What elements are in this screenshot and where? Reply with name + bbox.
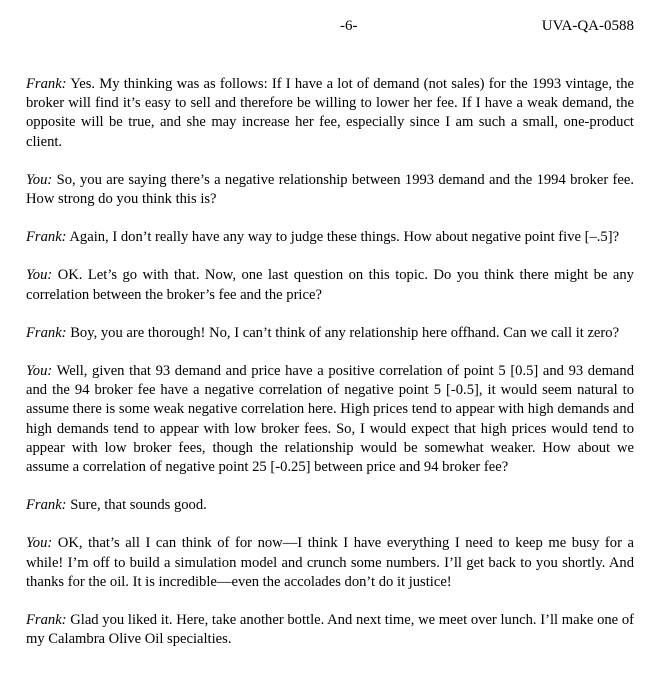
- dialogue-paragraph: [26, 324, 634, 343]
- speaker-label: You:: [26, 171, 53, 188]
- dialogue-paragraph: [26, 611, 634, 649]
- dialogue-text: So, you are saying there’s a negative relationship between 1993 demand and the 1994 broker fee. How strong do you think this is?: [26, 171, 634, 208]
- dialogue-text: Again, I don’t really have any way to judge these things. How about negative point five [–.5]?: [69, 229, 620, 246]
- speaker-label: Frank:: [26, 76, 67, 92]
- dialogue-text: Yes. My thinking was as follows: If I have a lot of demand (not sales) for the 1993 vintage, the broker will find it’s easy to sell and therefore be willing to lower her fee. If I have a weak demand, the opposite will be true, and she may increase her fee, especially since I am such a small, one-product client.: [26, 76, 634, 150]
- dialogue-paragraph: [26, 266, 634, 304]
- dialogue-paragraph: [26, 171, 634, 209]
- dialogue-text: Boy, you are thorough! No, I can’t think of any relationship here offhand. Can we call it zero?: [70, 324, 620, 341]
- dialogue-paragraph: [26, 362, 634, 477]
- speaker-label: Frank:: [26, 229, 67, 246]
- page-number: -6-: [340, 18, 358, 34]
- speaker-label: You:: [26, 267, 53, 284]
- dialogue-text: Well, given that 93 demand and price have a positive correlation of point 5 [0.5] and 93 demand and the 94 broker fee have a negative correlation of negative point 5 [-0.5], it would seem natural to assume there is some weak negative correlation here. High prices tend to appear with high demands and high demands tend to appear with low broker fees. So, I would expect that high prices would tend to appear with low broker fees, though the relationship would be somewhat weaker. How about we assume a correlation of negative point 25 [-0.25] between price and 94 broker fee?: [26, 363, 634, 476]
- speaker-label: You:: [26, 535, 53, 552]
- document-id: UVA-QA-0588: [541, 18, 634, 34]
- dialogue-paragraph: [26, 75, 634, 152]
- dialogue-text: OK. Let’s go with that. Now, one last question on this topic. Do you think there might be any correlation between the broker’s fee and the price?: [26, 267, 634, 303]
- dialogue-text: OK, that’s all I can think of for now—I think I have everything I need to keep me busy for a while! I’m off to build a simulation model and crunch some numbers. I’ll get back to you shortly. And thanks for the oil. It is incredible—even the accolades don’t do it justice!: [26, 535, 634, 590]
- speaker-label: You:: [26, 363, 53, 380]
- page-header: [26, 18, 634, 38]
- speaker-label: Frank:: [26, 324, 67, 341]
- dialogue-text: Sure, that sounds good.: [70, 497, 207, 514]
- dialogue-text: Glad you liked it. Here, take another bottle. And next time, we meet over lunch. I’ll make one of my Calambra Olive Oil specialties.: [26, 612, 634, 648]
- dialogue-paragraph: [26, 228, 634, 247]
- dialogue-paragraph: [26, 496, 634, 515]
- speaker-label: Frank:: [26, 497, 67, 514]
- dialogue-body: [26, 75, 634, 668]
- dialogue-paragraph: [26, 534, 634, 592]
- speaker-label: Frank:: [26, 612, 67, 629]
